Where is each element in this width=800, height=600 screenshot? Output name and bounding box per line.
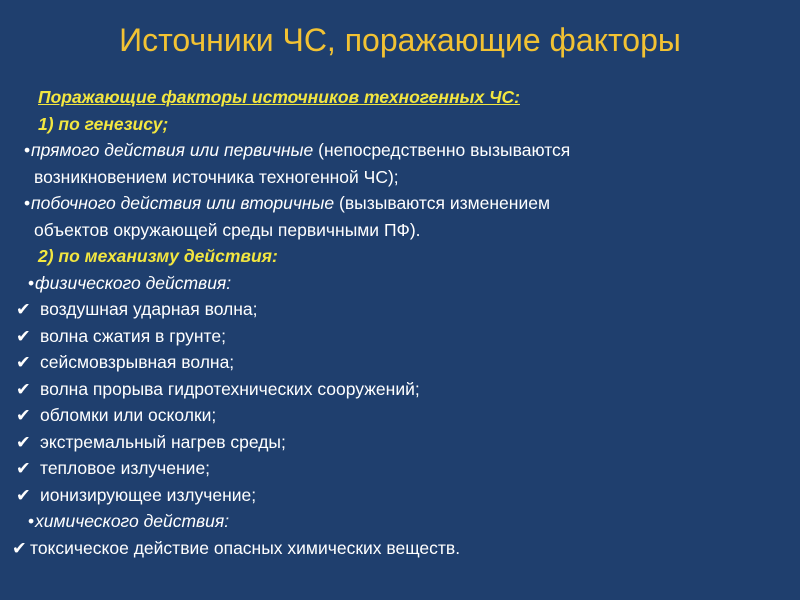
bullet-secondary-term: побочного действия или вторичные	[31, 193, 335, 213]
bullet-primary	[0, 137, 800, 164]
bullet-dot: •	[24, 140, 31, 160]
checkmark-icon: ✔	[16, 352, 31, 372]
checkmark-icon: ✔	[16, 431, 31, 452]
bullet-primary-desc: (непосредственно вызываются	[313, 140, 571, 160]
list-item	[0, 323, 800, 350]
list-item-text: экстремальный нагрев среды;	[40, 431, 286, 452]
bullet-primary-term: прямого действия или первичные	[31, 140, 314, 160]
bullet-secondary-continuation: объектов окружающей среды первичными ПФ).	[34, 219, 421, 240]
bullet-physical	[0, 270, 800, 297]
list-item-text: волна прорыва гидротехнических сооружений;	[40, 378, 420, 399]
list-item-text: ионизирующее излучение;	[40, 484, 257, 505]
checkmark-icon: ✔	[16, 299, 31, 319]
chemical-label: химического действия:	[35, 511, 230, 531]
list-item-text: сейсмовзрывная волна;	[40, 352, 235, 372]
list-item	[0, 535, 800, 562]
list-item-text: обломки или осколки;	[40, 405, 217, 425]
heading-genesis: 1) по генезису;	[38, 113, 169, 134]
bullet-dot: •	[28, 511, 35, 531]
list-item	[0, 482, 800, 509]
bullet-secondary-desc: (вызываются изменением	[334, 193, 550, 213]
bullet-dot: •	[24, 193, 31, 213]
list-item-text: тепловое излучение;	[40, 458, 211, 478]
checkmark-icon: ✔	[16, 405, 31, 425]
bullet-dot: •	[28, 272, 35, 293]
bullet-chemical	[0, 508, 800, 535]
physical-label: физического действия:	[35, 272, 232, 293]
checkmark-icon: ✔	[16, 325, 31, 346]
checkmark-icon: ✔	[16, 458, 31, 478]
list-item	[0, 402, 800, 429]
bullet-secondary	[0, 190, 800, 217]
list-item	[0, 349, 800, 376]
slide-content	[0, 84, 800, 561]
list-item-text: волна сжатия в грунте;	[40, 325, 226, 346]
list-item	[0, 455, 800, 482]
heading-main: Поражающие факторы источников техногенных ЧС:	[38, 87, 520, 107]
heading-mechanism: 2) по механизму действия:	[38, 246, 278, 266]
slide-title: Источники ЧС, поражающие факторы	[119, 22, 681, 58]
checkmark-icon: ✔	[12, 537, 27, 558]
list-item	[0, 296, 800, 323]
checkmark-icon: ✔	[16, 484, 31, 505]
bullet-primary-continuation: возникновением источника техногенной ЧС);	[34, 166, 399, 187]
list-item	[0, 429, 800, 456]
list-item	[0, 376, 800, 403]
list-item-text: воздушная ударная волна;	[40, 299, 258, 319]
checkmark-icon: ✔	[16, 378, 31, 399]
list-item-text: токсическое действие опасных химических веществ.	[30, 537, 461, 558]
